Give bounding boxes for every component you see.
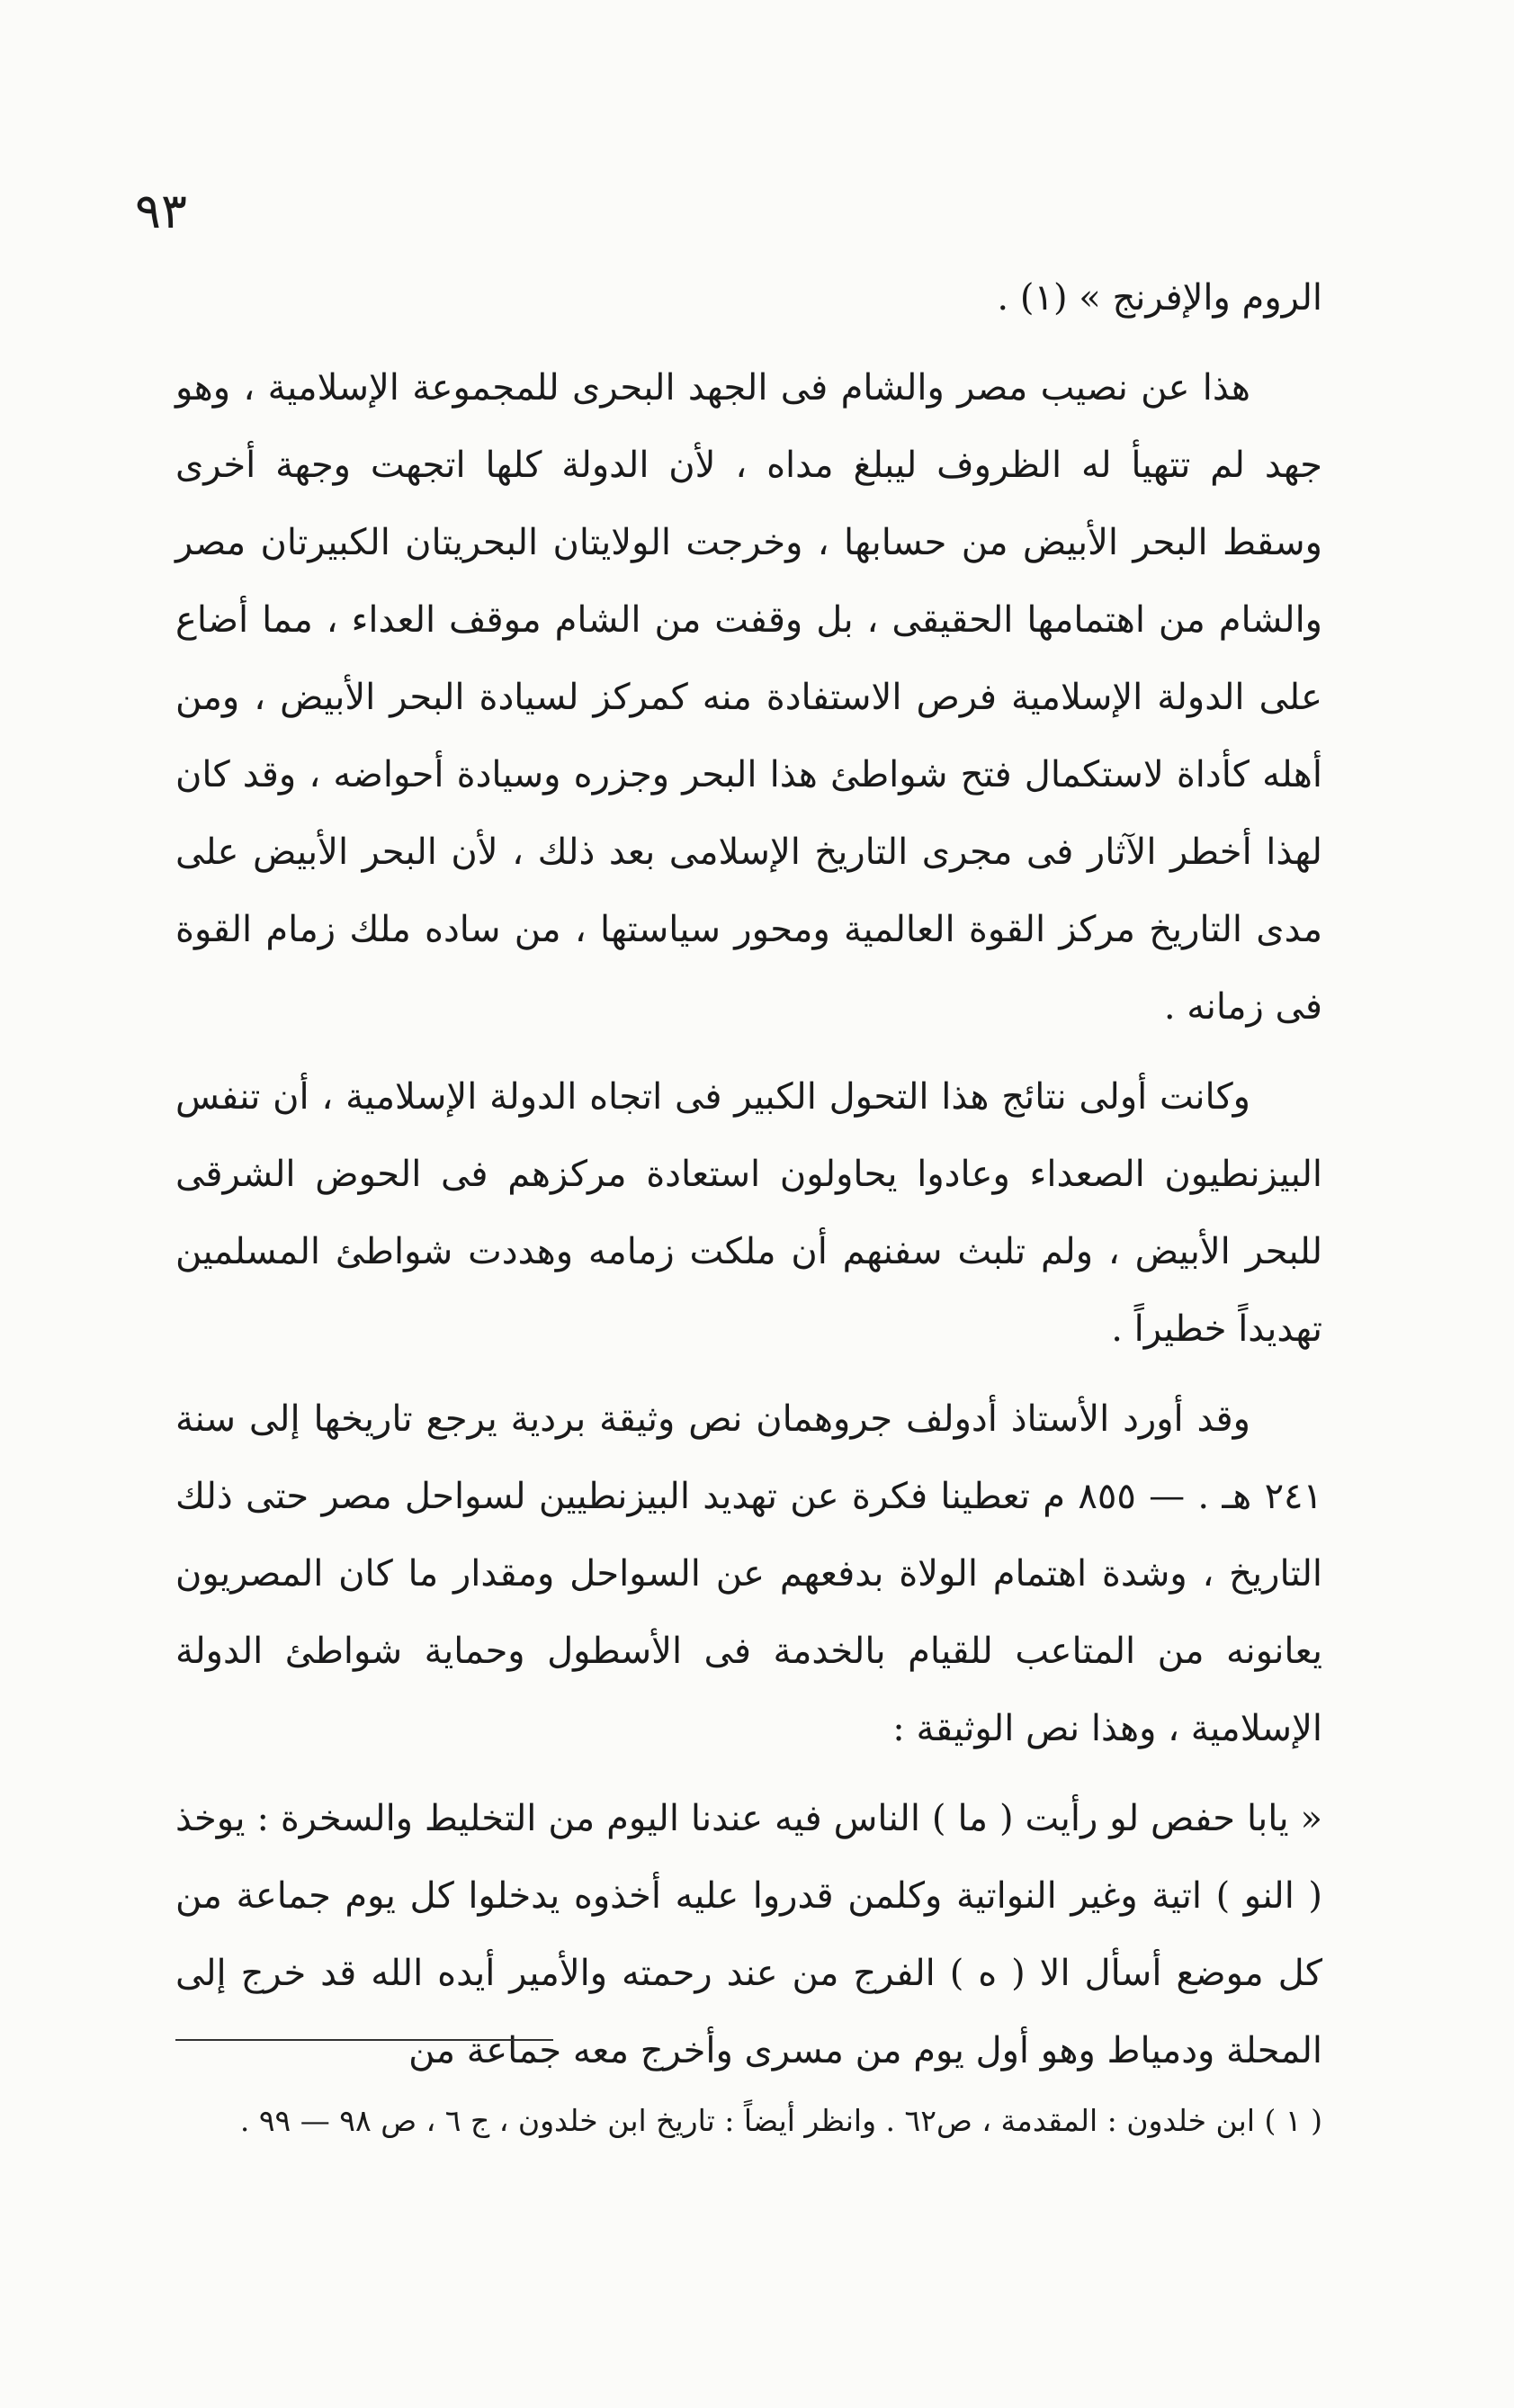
page-number: ٩٣ (135, 183, 188, 239)
quoted-document: « يابا حفص لو رأيت ( ما ) الناس فيه عندنا اليوم من التخليط والسخرة : يوخذ ( النو ) اتية وغير النواتية وكلمن قدروا عليه أخذوه يدخلوا كل يوم جماعة من كل موضع أسأل الا ( ه ) الفرج من عند رحمته والأمير أيده الله قد خرج إلى المحلة ودمياط وهو أول يوم من مسرى وأخرج معه جماعة من (175, 1798, 1322, 2071)
footnote-divider (175, 2039, 553, 2041)
body-text (175, 259, 1322, 2089)
paragraph: وكانت أولى نتائج هذا التحول الكبير فى اتجاه الدولة الإسلامية ، أن تنفس البيزنطيون الصعداء وعادوا يحاولون استعادة مركزهم فى الحوض الشرقى للبحر الأبيض ، ولم تلبث سفنهم أن ملكت زمامه وهددت شواطئ المسلمين تهديداً خطيراً . (175, 1076, 1322, 1350)
footnote: ( ١ ) ابن خلدون : المقدمة ، ص٦٢ . وانظر أيضاً : تاريخ ابن خلدون ، ج ٦ ، ص ٩٨ — ٩٩ . (239, 2103, 1322, 2138)
paragraph: وقد أورد الأستاذ أدولف جروهمان نص وثيقة بردية يرجع تاريخها إلى سنة ٢٤١ هـ . — ٨٥٥ م تعطينا فكرة عن تهديد البيزنطيين لسواحل مصر حتى ذلك التاريخ ، وشدة اهتمام الولاة بدفعهم عن السواحل ومقدار ما كان المصريون يعانونه من المتاعب للقيام بالخدمة فى الأسطول وحماية شواطئ الدولة الإسلامية ، وهذا نص الوثيقة : (175, 1398, 1323, 1749)
paragraph: هذا عن نصيب مصر والشام فى الجهد البحرى للمجموعة الإسلامية ، وهو جهد لم تتهيأ له الظروف ليبلغ مداه ، لأن الدولة كلها اتجهت وجهة أخرى وسقط البحر الأبيض من حسابها ، وخرجت الولايتان البحريتان الكبيرتان مصر والشام من اهتمامها الحقيقى ، بل وقفت من الشام موقف العداء ، مما أضاع على الدولة الإسلامية فرص الاستفادة منه كمركز لسيادة البحر الأبيض ، ومن أهله كأداة لاستكمال فتح شواطئ هذا البحر وجزره وسيادة أحواضه ، وقد كان لهذا أخطر الآثار فى مجرى التاريخ الإسلامى بعد ذلك ، لأن البحر الأبيض على مدى التاريخ مركز القوة العالمية ومحور سياستها ، من ساده ملك زمام القوة فى زمانه . (175, 367, 1322, 1028)
paragraph-continuation: الروم والإفرنج » (١) . (997, 277, 1322, 319)
